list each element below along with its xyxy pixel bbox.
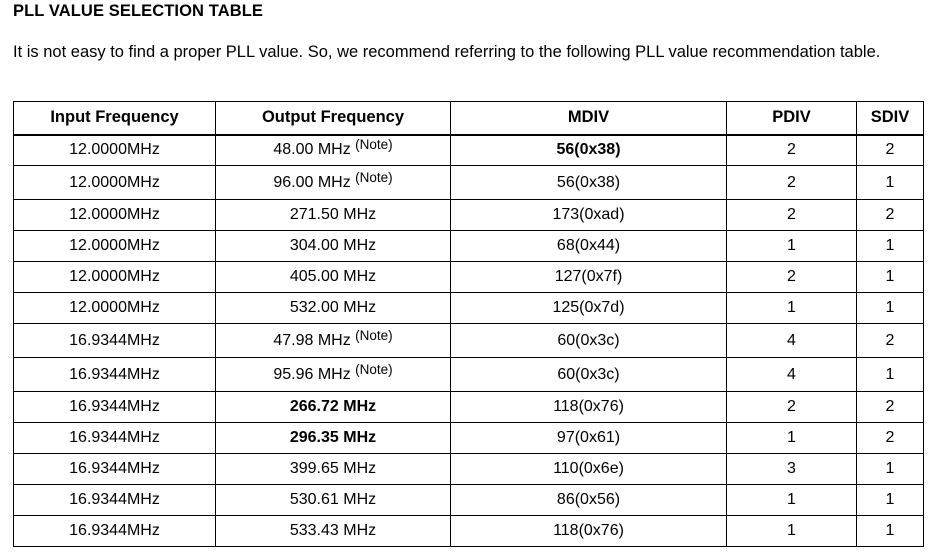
cell-sdiv-text: 2 — [885, 398, 895, 415]
cell-sdiv-text: 1 — [885, 237, 895, 254]
cell-sdiv — [857, 485, 924, 516]
cell-sdiv-text: 2 — [885, 429, 895, 446]
cell-input-frequency-text: 12.0000MHz — [69, 237, 160, 254]
cell-input-frequency-text: 16.9344MHz — [69, 331, 160, 349]
table-row — [14, 516, 924, 547]
cell-output-frequency-text: 399.65 MHz — [289, 460, 377, 477]
cell-sdiv — [857, 166, 924, 200]
cell-sdiv-text: 2 — [885, 206, 895, 223]
cell-output-frequency — [216, 454, 451, 485]
cell-input-frequency-text: 12.0000MHz — [69, 268, 160, 285]
cell-pdiv-text: 1 — [787, 299, 796, 316]
table-row — [14, 135, 924, 166]
cell-pdiv — [727, 200, 857, 231]
cell-output-frequency — [216, 516, 451, 547]
cell-mdiv-text: 125(0x7d) — [552, 299, 625, 316]
cell-sdiv-text: 1 — [885, 491, 895, 508]
cell-input-frequency-text: 16.9344MHz — [69, 460, 160, 477]
cell-sdiv-text: 1 — [885, 268, 895, 285]
cell-output-frequency-text: 530.61 MHz — [289, 491, 377, 508]
table-row — [14, 293, 924, 324]
cell-pdiv — [727, 485, 857, 516]
cell-mdiv — [451, 454, 727, 485]
cell-mdiv — [451, 485, 727, 516]
cell-pdiv-text: 1 — [787, 522, 796, 539]
cell-output-frequency-text: 405.00 MHz — [289, 268, 377, 285]
cell-mdiv — [451, 293, 727, 324]
cell-pdiv — [727, 324, 857, 358]
cell-mdiv — [451, 423, 727, 454]
cell-mdiv-text: 86(0x56) — [556, 491, 621, 508]
column-header-output-frequency: Output Frequency — [216, 102, 451, 135]
cell-input-frequency — [14, 166, 216, 200]
cell-sdiv — [857, 262, 924, 293]
cell-input-frequency — [14, 516, 216, 547]
cell-input-frequency — [14, 358, 216, 392]
cell-input-frequency-text: 12.0000MHz — [69, 206, 160, 223]
cell-sdiv-text: 1 — [885, 522, 895, 539]
pll-value-table — [13, 101, 924, 547]
cell-input-frequency — [14, 135, 216, 166]
cell-pdiv-text: 1 — [787, 429, 796, 446]
cell-input-frequency-text: 12.0000MHz — [69, 173, 160, 191]
cell-sdiv — [857, 516, 924, 547]
cell-sdiv — [857, 423, 924, 454]
cell-output-frequency-text: 296.35 MHz — [289, 429, 377, 446]
cell-output-frequency-text: 271.50 MHz — [289, 206, 377, 223]
cell-pdiv — [727, 135, 857, 166]
cell-mdiv-text: 56(0x38) — [556, 173, 621, 191]
cell-input-frequency — [14, 231, 216, 262]
cell-pdiv — [727, 293, 857, 324]
note-superscript: (Note) — [355, 361, 393, 377]
note-superscript: (Note) — [355, 137, 393, 153]
cell-input-frequency — [14, 423, 216, 454]
cell-pdiv — [727, 166, 857, 200]
cell-pdiv — [727, 231, 857, 262]
cell-mdiv — [451, 135, 727, 166]
table-row — [14, 262, 924, 293]
cell-input-frequency-text: 16.9344MHz — [69, 398, 160, 415]
cell-input-frequency-text: 16.9344MHz — [69, 429, 160, 446]
cell-mdiv-text: 110(0x6e) — [553, 460, 624, 477]
cell-pdiv-text: 2 — [787, 398, 796, 415]
cell-output-frequency-text: 47.98 MHz — [273, 331, 351, 349]
intro-paragraph: It is not easy to find a proper PLL value. So, we recommend referring to the following PLL value recommendation table. — [13, 43, 881, 61]
cell-input-frequency — [14, 262, 216, 293]
cell-output-frequency-text: 48.00 MHz — [273, 141, 351, 159]
cell-sdiv — [857, 324, 924, 358]
cell-input-frequency — [14, 454, 216, 485]
cell-output-frequency — [216, 358, 451, 392]
cell-mdiv-text: 118(0x76) — [553, 398, 624, 415]
cell-pdiv — [727, 392, 857, 423]
cell-pdiv — [727, 262, 857, 293]
cell-output-frequency-text: 96.00 MHz — [273, 173, 351, 191]
cell-mdiv — [451, 392, 727, 423]
table-row — [14, 392, 924, 423]
cell-pdiv — [727, 358, 857, 392]
cell-input-frequency — [14, 392, 216, 423]
cell-input-frequency-text: 16.9344MHz — [69, 522, 160, 539]
cell-pdiv-text: 1 — [787, 237, 796, 254]
cell-sdiv-text: 1 — [885, 299, 895, 316]
cell-pdiv — [727, 454, 857, 485]
table-header-row — [14, 102, 924, 135]
table-row — [14, 358, 924, 392]
cell-input-frequency — [14, 485, 216, 516]
cell-output-frequency — [216, 392, 451, 423]
cell-output-frequency — [216, 324, 451, 358]
column-header-input-frequency: Input Frequency — [14, 102, 216, 135]
cell-sdiv — [857, 200, 924, 231]
cell-mdiv-text: 60(0x3c) — [557, 331, 620, 349]
cell-sdiv — [857, 392, 924, 423]
cell-output-frequency — [216, 262, 451, 293]
column-header-pdiv: PDIV — [727, 102, 857, 135]
table-body — [14, 135, 924, 547]
cell-input-frequency — [14, 200, 216, 231]
cell-output-frequency — [216, 231, 451, 262]
cell-mdiv-text: 118(0x76) — [553, 522, 624, 539]
cell-output-frequency-text: 532.00 MHz — [289, 299, 377, 316]
cell-mdiv-text: 97(0x61) — [556, 429, 621, 446]
cell-mdiv-text: 60(0x3c) — [557, 365, 620, 383]
cell-mdiv — [451, 516, 727, 547]
table-row — [14, 423, 924, 454]
cell-mdiv — [451, 231, 727, 262]
cell-mdiv — [451, 324, 727, 358]
cell-mdiv-text: 68(0x44) — [556, 237, 621, 254]
cell-pdiv-text: 2 — [787, 141, 796, 159]
cell-output-frequency — [216, 485, 451, 516]
note-superscript: (Note) — [355, 169, 393, 185]
cell-pdiv-text: 1 — [787, 491, 796, 508]
cell-pdiv-text: 4 — [787, 331, 796, 349]
cell-sdiv — [857, 135, 924, 166]
cell-pdiv — [727, 423, 857, 454]
cell-input-frequency-text: 16.9344MHz — [69, 365, 160, 383]
cell-input-frequency-text: 16.9344MHz — [69, 491, 160, 508]
cell-sdiv — [857, 293, 924, 324]
cell-output-frequency-text: 533.43 MHz — [289, 522, 377, 539]
cell-mdiv-text: 56(0x38) — [556, 141, 621, 159]
cell-pdiv-text: 2 — [787, 173, 796, 191]
column-header-sdiv: SDIV — [857, 102, 924, 135]
cell-sdiv-text: 2 — [885, 331, 895, 349]
cell-pdiv-text: 4 — [787, 365, 796, 383]
cell-output-frequency-text: 266.72 MHz — [289, 398, 377, 415]
table-row — [14, 166, 924, 200]
cell-input-frequency-text: 12.0000MHz — [69, 141, 160, 159]
cell-output-frequency — [216, 200, 451, 231]
cell-sdiv — [857, 231, 924, 262]
cell-input-frequency — [14, 293, 216, 324]
cell-sdiv — [857, 358, 924, 392]
cell-mdiv-text: 173(0xad) — [552, 206, 625, 223]
cell-mdiv — [451, 200, 727, 231]
cell-output-frequency-text: 95.96 MHz — [273, 365, 351, 383]
cell-sdiv-text: 1 — [885, 365, 895, 383]
cell-mdiv — [451, 358, 727, 392]
table-row — [14, 485, 924, 516]
note-superscript: (Note) — [355, 327, 393, 343]
cell-mdiv — [451, 262, 727, 293]
cell-output-frequency-text: 304.00 MHz — [289, 237, 377, 254]
cell-pdiv-text: 2 — [787, 206, 796, 223]
cell-mdiv-text: 127(0x7f) — [554, 268, 623, 285]
cell-input-frequency — [14, 324, 216, 358]
cell-pdiv-text: 3 — [787, 460, 796, 477]
cell-output-frequency — [216, 135, 451, 166]
cell-input-frequency-text: 12.0000MHz — [69, 299, 160, 316]
cell-output-frequency — [216, 166, 451, 200]
column-header-mdiv: MDIV — [451, 102, 727, 135]
cell-sdiv-text: 1 — [885, 173, 895, 191]
cell-sdiv — [857, 454, 924, 485]
cell-mdiv — [451, 166, 727, 200]
cell-sdiv-text: 2 — [885, 141, 895, 159]
page-title: PLL VALUE SELECTION TABLE — [13, 2, 264, 20]
table-row — [14, 324, 924, 358]
cell-pdiv-text: 2 — [787, 268, 796, 285]
cell-pdiv — [727, 516, 857, 547]
table-row — [14, 200, 924, 231]
table-row — [14, 231, 924, 262]
table-row — [14, 454, 924, 485]
cell-output-frequency — [216, 293, 451, 324]
cell-output-frequency — [216, 423, 451, 454]
cell-sdiv-text: 1 — [885, 460, 895, 477]
